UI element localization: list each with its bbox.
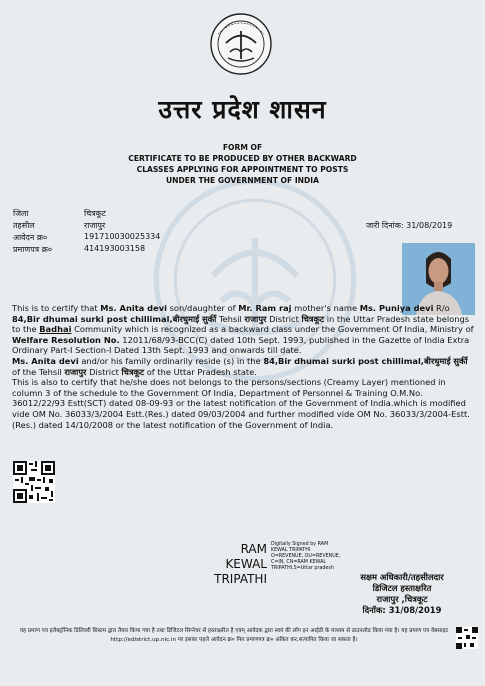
p2-text-a: and/or his family ordinarily reside (s) in the <box>78 355 264 366</box>
district-label: जिला <box>13 209 29 218</box>
certification-paragraph <box>12 303 476 356</box>
resident-address: 84,Bir dhumai surki post chillimal,बीरधुमाई सुर्की <box>263 355 468 366</box>
p1-text-i: 12011/68/93-BCC(C) dated 10th Sept. 1993, published in the Gazette of India Extra Ordinary Part-I Section-I Dated 13th Sept. 1993 and onwards till date. <box>12 334 470 356</box>
p2-text-d: of the Uttar Pradesh state. <box>144 366 257 377</box>
father-name: Mr. Ram raj <box>238 303 292 313</box>
officer-date-value: 31/08/2019 <box>388 605 442 615</box>
p1-text-c: mother's name <box>291 303 360 313</box>
footer-qr-code <box>456 627 478 649</box>
application-no-label: आवेदन क्र० <box>13 233 48 242</box>
certificate-heading-line2: CLASSES APPLYING FOR APPOINTMENT TO POSTS <box>136 165 349 174</box>
applicant-name: Ms. Anita devi <box>100 303 167 313</box>
officer-date-label: दिनॉक: <box>362 605 386 615</box>
issue-date <box>366 220 452 231</box>
tehsil-value: राजापुर <box>84 221 106 230</box>
p1-district: चित्रकूट <box>301 313 325 324</box>
officer-date <box>352 605 452 616</box>
issue-date-label: जारी दिनांक: <box>366 221 404 230</box>
p1-text-g: in the Uttar Pradesh state belongs to the <box>12 313 470 335</box>
resident-name: Ms. Anita devi <box>12 355 79 366</box>
officer-place: राजापुर ,चित्रकूट <box>376 594 428 604</box>
applicant-address: 84,Bir dhumai surki post chillimal,बीरधुमाई सुर्की <box>12 313 217 324</box>
digital-signature-label: डिजिटल हस्ताक्षरित <box>372 583 432 593</box>
p1-tehsil: राजापुर <box>244 313 267 324</box>
p2-text-c: District <box>86 366 122 377</box>
p1-text-a: This is to certify that <box>12 303 101 313</box>
p1-text-d: R/o <box>433 303 450 313</box>
application-no-value: 191710030025334 <box>84 232 161 241</box>
p1-text-f: District <box>266 313 302 324</box>
mother-name: Ms. Puniya devi <box>359 303 434 313</box>
p1-text-b: son/daughter of <box>166 303 239 313</box>
form-label: FORM OF <box>222 143 263 152</box>
p2-tehsil: राजापुर <box>64 366 87 377</box>
government-title: उत्तर प्रदेश शासन <box>158 95 327 124</box>
signer-line-1: RAM <box>240 542 267 556</box>
tehsil-label: तहसील <box>13 221 35 230</box>
creamy-layer-paragraph: This is also to certify that he/she does not belongs to the persons/sections (Creamy Layer) mentioned in column 3 of the schedule to the Government Of India, Department of Personnel & Training O.M.No. 36012/22/93 Estt(SCT) dated 08-09-93 or the latest notification of the Government of India.which is modified vide OM No. 36033/3/2004 Estt.(Res.) dated 09/03/2004 and further modified vide OM No. 36033/3/2004-Estt. (Res.) dated 14/10/2008 or the latest notification of the Government of India. <box>12 377 470 430</box>
officer-designation: सक्षम अधिकारी/तहसीलदार <box>360 572 444 582</box>
verification-footer-note: यह प्रमाण पत्र इलेक्ट्रॉनिक डिलिवरी सिस्टम द्वारा तैयार किया गया है तथा डिजिटल सिग्नेचर से हस्ताक्षरित है एवम् आवेदक द्वारा स्वयं की लॉग इन आईडी के माध्यम से डाउनलोड किया गया है। यह प्रमाण पत्र वेबसाइट http://edistrict.up.nic.in पर इसका पहले आवेदन क्र० फिर प्रमाणपत्र क्र० अंकित कर,सत्यापित किया जा सकता है। <box>19 628 449 643</box>
certificate-body <box>12 303 476 430</box>
verification-qr-code <box>13 461 55 503</box>
p2-district: चित्रकूट <box>121 366 145 377</box>
certificate-no-value: 414193003158 <box>84 244 146 253</box>
issuing-officer-block <box>352 572 452 616</box>
caste-name: Badhai <box>39 324 72 335</box>
certificate-heading-line3: UNDER THE GOVERNMENT OF INDIA <box>165 176 320 185</box>
issue-date-value: 31/08/2019 <box>406 221 453 230</box>
p1-text-h: Community which is recognized as a backward class under the Government Of India, Ministry of <box>71 324 474 335</box>
ministry-resolution: Welfare Resolution No. <box>12 334 120 345</box>
signer-line-3: TRIPATHI <box>214 572 267 586</box>
digital-signer-name <box>190 542 267 587</box>
certificate-no-label: प्रमाणपत्र क्र० <box>13 245 52 254</box>
residence-paragraph <box>12 356 476 377</box>
up-government-emblem-icon <box>208 12 274 76</box>
digital-signature-note: Digitally Signed by RAM KEWAL TRIPATHI O=REVENUE, OU=REVENUE, C=IN, CN=RAM KEWAL TRIPATHI,S=Uttar pradesh <box>271 542 341 572</box>
p2-text-b: of the Tehsil <box>12 366 65 377</box>
certificate-heading-line1: CERTIFICATE TO BE PRODUCED BY OTHER BACKWARD <box>128 154 357 163</box>
p1-text-e: Tehsil <box>216 313 245 324</box>
district-value: चित्रकूट <box>84 209 106 218</box>
signer-line-2: KEWAL <box>225 557 267 571</box>
